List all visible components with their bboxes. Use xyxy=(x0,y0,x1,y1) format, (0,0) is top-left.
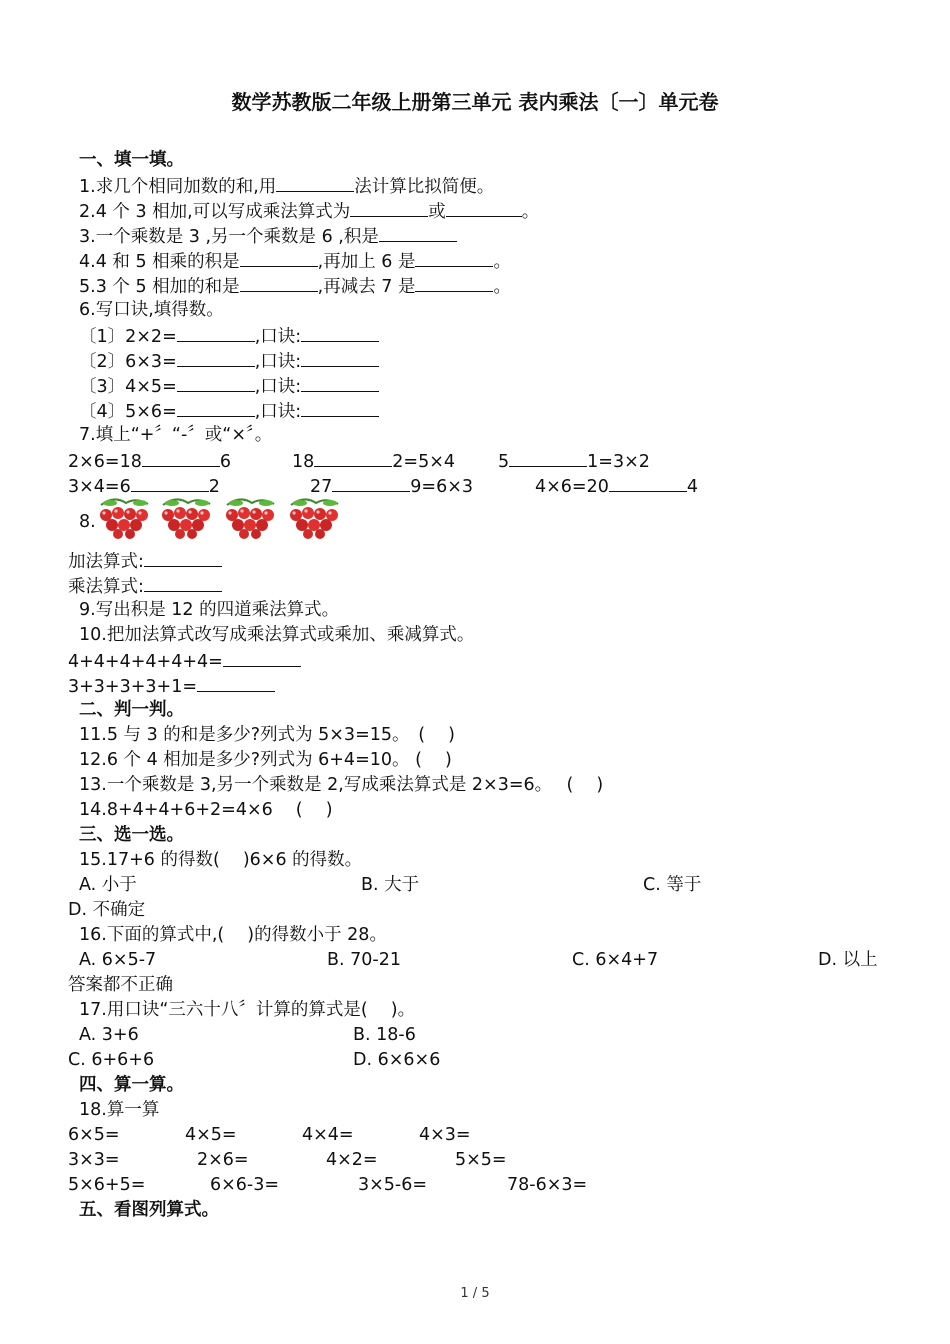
calc-item: 4×5= xyxy=(185,1125,237,1145)
section-1-heading: 一、填一填。 xyxy=(79,150,184,170)
question-7-item: 4×6=20 4 xyxy=(535,473,698,499)
question-10-item: 3+3+3+3+1= xyxy=(68,673,275,699)
option-d[interactable]: D. 以上 xyxy=(818,950,878,970)
question-6-item: 〔3〕4×5= ,口诀: xyxy=(79,373,379,399)
question-7-item: 2×6=18 6 xyxy=(68,448,231,474)
question-14: 14.8+4+4+6+2=4×6 ( ) xyxy=(79,800,333,820)
section-3-heading: 三、选一选。 xyxy=(79,825,184,845)
answer-blank[interactable] xyxy=(144,573,222,592)
question-5: 5.3 个 5 相加的和是 ,再减去 7 是 。 xyxy=(79,273,511,299)
answer-blank[interactable] xyxy=(415,248,493,267)
cherry-bunch-icon xyxy=(290,499,338,539)
answer-blank[interactable] xyxy=(144,548,222,567)
option-d[interactable]: D. 不确定 xyxy=(68,900,146,920)
question-7-item: 27 9=6×3 xyxy=(310,473,473,499)
option-c[interactable]: C. 6×4+7 xyxy=(572,950,659,970)
option-a[interactable]: A. 6×5-7 xyxy=(79,950,157,970)
option-b[interactable]: B. 18-6 xyxy=(353,1025,416,1045)
answer-blank[interactable] xyxy=(301,348,379,367)
answer-blank[interactable] xyxy=(223,648,301,667)
answer-blank[interactable] xyxy=(240,273,318,292)
answer-blank[interactable] xyxy=(301,323,379,342)
answer-blank[interactable] xyxy=(350,198,428,217)
question-18-stem: 18.算一算 xyxy=(79,1100,160,1120)
question-8-addition: 加法算式: xyxy=(68,548,222,574)
answer-blank[interactable] xyxy=(177,323,255,342)
question-13: 13.一个乘数是 3,另一个乘数是 2,写成乘法算式是 2×3=6。 ( ) xyxy=(79,775,604,795)
question-17-stem: 17.用口诀“三六十八〞计算的算式是( )。 xyxy=(79,1000,416,1020)
calc-item: 4×2= xyxy=(326,1150,378,1170)
option-a[interactable]: A. 3+6 xyxy=(79,1025,139,1045)
answer-blank[interactable] xyxy=(379,223,457,242)
question-6-item: 〔1〕2×2= ,口诀: xyxy=(79,323,379,349)
question-11: 11.5 与 3 的和是多少?列式为 5×3=15。 ( ) xyxy=(79,725,455,745)
question-12: 12.6 个 4 相加是多少?列式为 6+4=10。 ( ) xyxy=(79,750,452,770)
answer-blank[interactable] xyxy=(301,398,379,417)
calc-item: 5×6+5= xyxy=(68,1175,146,1195)
question-9: 9.写出积是 12 的四道乘法算式。 xyxy=(79,600,340,620)
calc-item: 4×3= xyxy=(419,1125,471,1145)
option-c[interactable]: C. 6+6+6 xyxy=(68,1050,155,1070)
answer-blank[interactable] xyxy=(301,373,379,392)
page-title: 数学苏教版二年级上册第三单元 表内乘法〔一〕单元卷 xyxy=(231,90,719,114)
answer-blank[interactable] xyxy=(131,473,209,492)
question-7-item: 3×4=6 2 xyxy=(68,473,220,499)
option-c[interactable]: C. 等于 xyxy=(643,875,702,895)
option-d-continued: 答案都不正确 xyxy=(68,975,173,995)
option-b[interactable]: B. 大于 xyxy=(361,875,420,895)
calc-item: 2×6= xyxy=(197,1150,249,1170)
option-a[interactable]: A. 小于 xyxy=(79,875,137,895)
page-number: 1 / 5 xyxy=(460,1286,490,1301)
question-10-item: 4+4+4+4+4+4= xyxy=(68,648,301,674)
answer-blank[interactable] xyxy=(509,448,587,467)
question-3: 3.一个乘数是 3 ,另一个乘数是 6 ,积是 xyxy=(79,223,457,249)
question-16-stem: 16.下面的算式中,( )的得数小于 28。 xyxy=(79,925,387,945)
answer-blank[interactable] xyxy=(240,248,318,267)
answer-blank[interactable] xyxy=(609,473,687,492)
question-2: 2.4 个 3 相加,可以写成乘法算式为 或 。 xyxy=(79,198,539,224)
question-8-multiplication: 乘法算式: xyxy=(68,573,222,599)
question-6-item: 〔4〕5×6= ,口诀: xyxy=(79,398,379,424)
calc-item: 4×4= xyxy=(302,1125,354,1145)
answer-blank[interactable] xyxy=(314,448,392,467)
answer-blank[interactable] xyxy=(197,673,275,692)
question-8-number: 8. xyxy=(79,512,96,532)
cherry-bunch-icon xyxy=(100,499,148,539)
answer-blank[interactable] xyxy=(142,448,220,467)
question-7-stem: 7.填上“+〞“-〞或“×〞。 xyxy=(79,425,273,445)
answer-blank[interactable] xyxy=(332,473,410,492)
answer-blank[interactable] xyxy=(276,173,354,192)
answer-blank[interactable] xyxy=(177,398,255,417)
cherries-picture xyxy=(96,497,356,539)
answer-blank[interactable] xyxy=(177,348,255,367)
section-5-heading: 五、看图列算式。 xyxy=(79,1200,219,1220)
calc-item: 3×5-6= xyxy=(358,1175,428,1195)
question-15-stem: 15.17+6 的得数( )6×6 的得数。 xyxy=(79,850,363,870)
cherry-bunch-icon xyxy=(162,499,210,539)
calc-item: 5×5= xyxy=(455,1150,507,1170)
option-b[interactable]: B. 70-21 xyxy=(327,950,401,970)
answer-blank[interactable] xyxy=(177,373,255,392)
option-d[interactable]: D. 6×6×6 xyxy=(353,1050,441,1070)
calc-item: 6×6-3= xyxy=(210,1175,280,1195)
calc-item: 78-6×3= xyxy=(507,1175,588,1195)
section-4-heading: 四、算一算。 xyxy=(79,1075,184,1095)
calc-item: 6×5= xyxy=(68,1125,120,1145)
question-6-stem: 6.写口诀,填得数。 xyxy=(79,300,224,320)
answer-blank[interactable] xyxy=(415,273,493,292)
calc-item: 3×3= xyxy=(68,1150,120,1170)
answer-blank[interactable] xyxy=(446,198,522,217)
question-7-item: 5 1=3×2 xyxy=(498,448,650,474)
question-6-item: 〔2〕6×3= ,口诀: xyxy=(79,348,379,374)
question-1: 1.求几个相同加数的和,用 法计算比拟简便。 xyxy=(79,173,494,199)
section-2-heading: 二、判一判。 xyxy=(79,700,184,720)
cherry-bunch-icon xyxy=(226,499,274,539)
question-10-stem: 10.把加法算式改写成乘法算式或乘加、乘减算式。 xyxy=(79,625,475,645)
question-7-item: 18 2=5×4 xyxy=(292,448,455,474)
question-4: 4.4 和 5 相乘的积是 ,再加上 6 是 。 xyxy=(79,248,511,274)
